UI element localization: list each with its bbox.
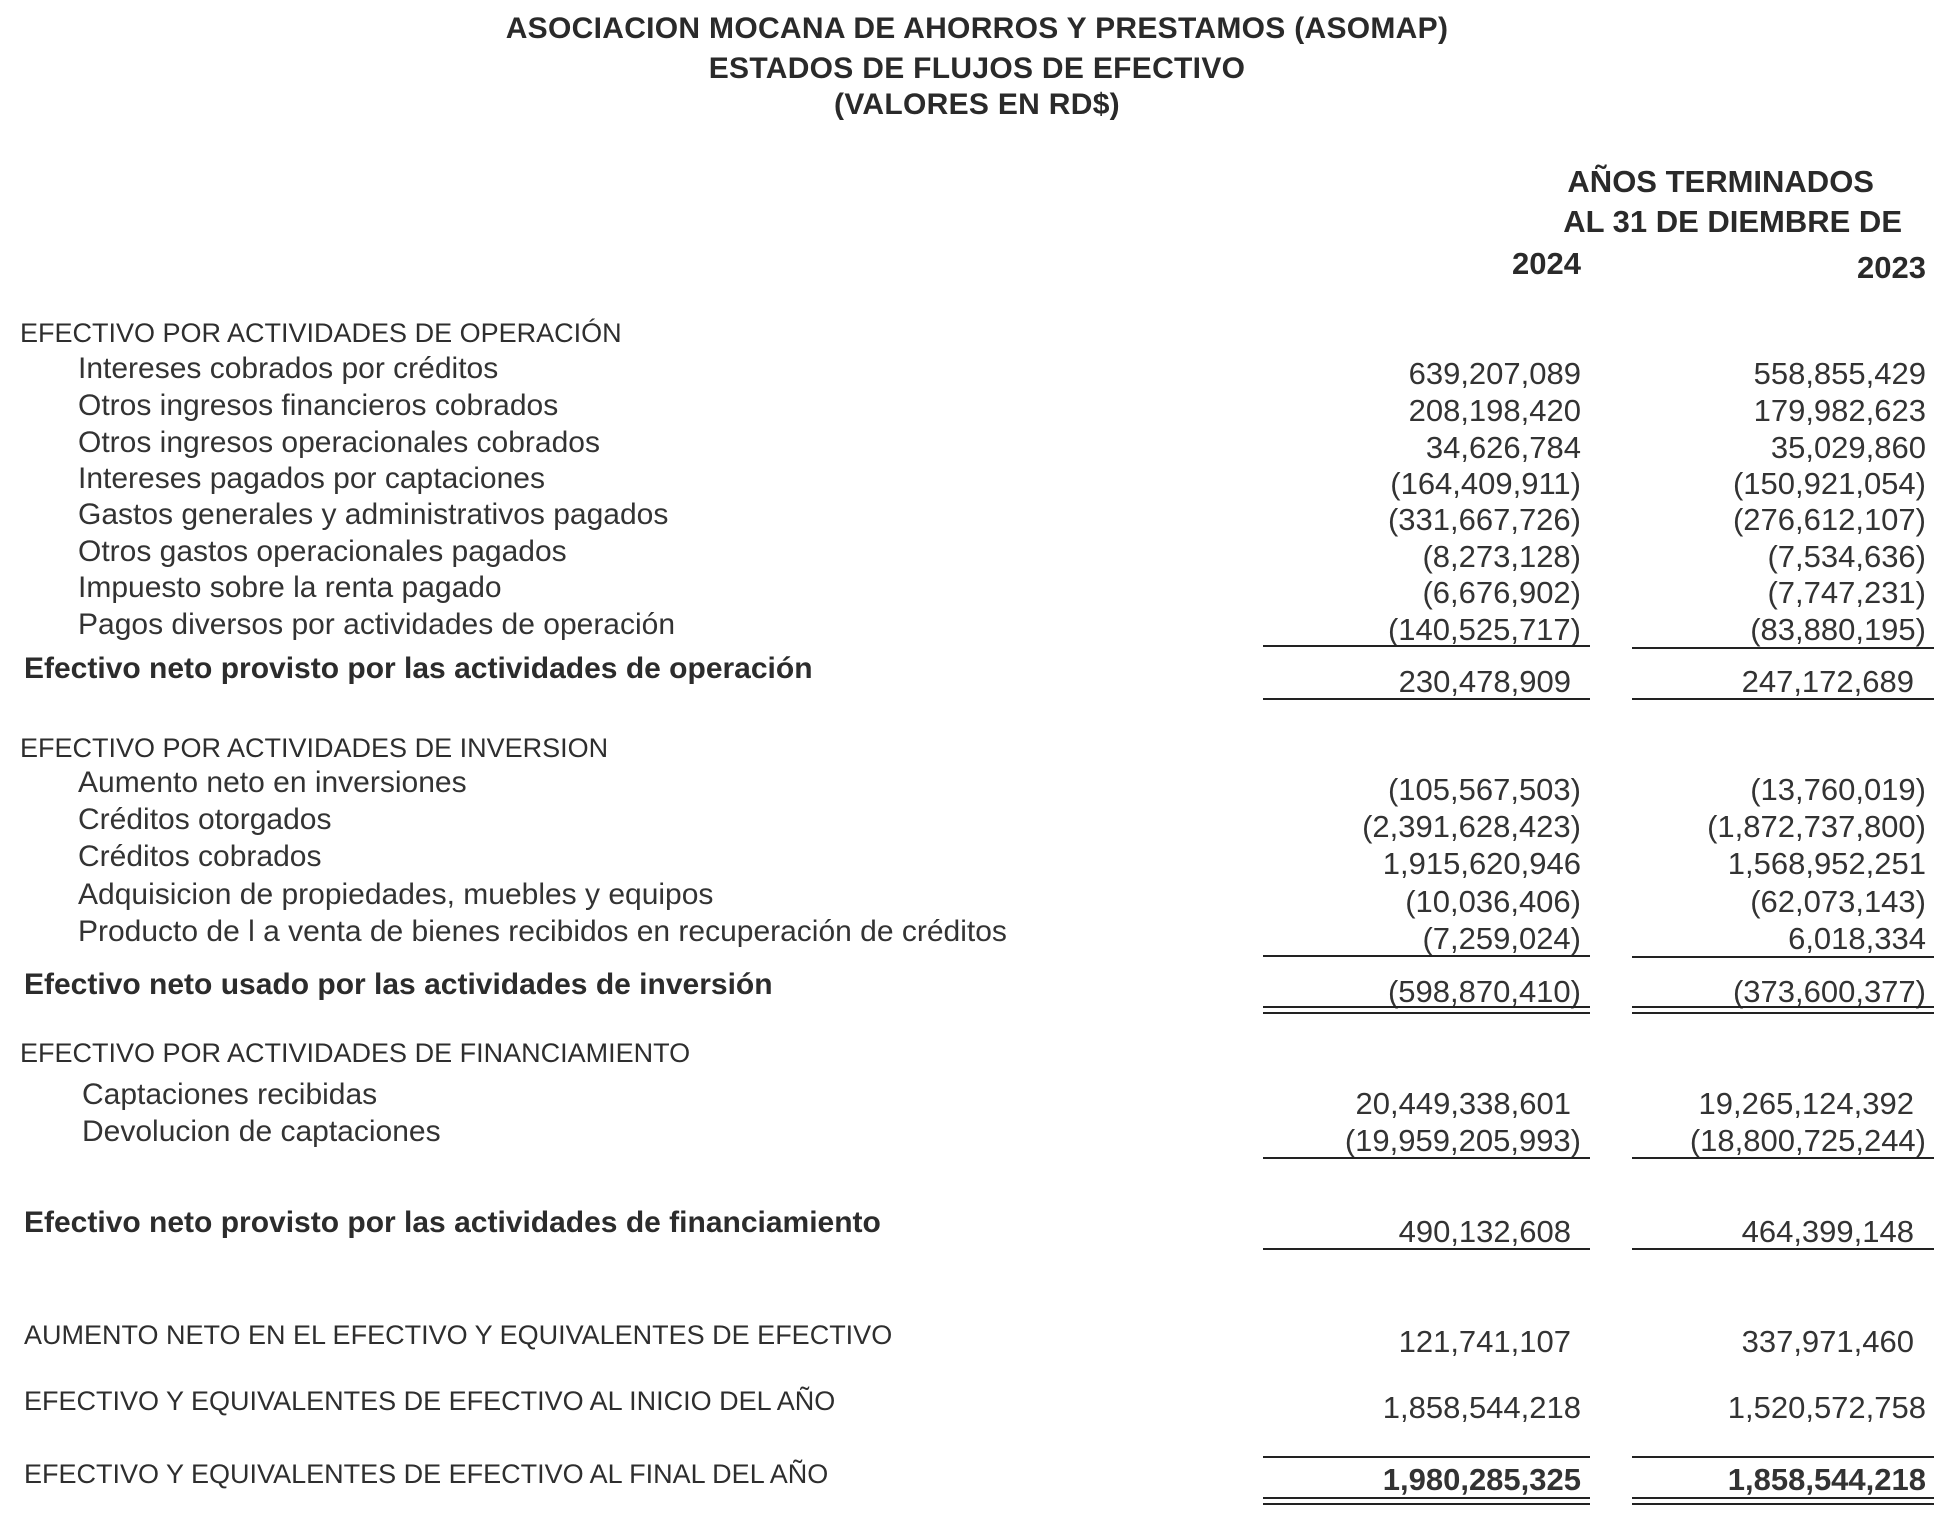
rule: [1263, 1157, 1590, 1159]
rule: [1632, 647, 1934, 649]
rule: [1632, 1012, 1934, 1014]
value-2023: (7,534,636): [1767, 539, 1926, 574]
value-2024: (164,409,911): [1390, 466, 1581, 501]
value-2023: (13,760,019): [1750, 772, 1926, 807]
rule: [1263, 1497, 1590, 1499]
value-2024: 1,915,620,946: [1382, 846, 1581, 881]
value-2024: (331,667,726): [1387, 502, 1581, 537]
report-subtitle: ESTADOS DE FLUJOS DE EFECTIVO: [708, 52, 1246, 85]
row-label: Otros gastos operacionales pagados: [78, 535, 567, 568]
value-2023: 179,982,623: [1753, 393, 1926, 428]
report-currency-note: (VALORES EN RD$): [834, 88, 1120, 121]
section-heading-financiamiento: EFECTIVO POR ACTIVIDADES DE FINANCIAMIENTO: [20, 1038, 691, 1068]
value-2023: 19,265,124,392: [1698, 1086, 1914, 1121]
subtotal-label-operacion: Efectivo neto provisto por las actividades de operación: [24, 652, 813, 685]
rule: [1632, 1456, 1934, 1458]
row-label: Gastos generales y administrativos pagados: [78, 498, 669, 531]
section-heading-inversion: EFECTIVO POR ACTIVIDADES DE INVERSION: [20, 733, 609, 763]
subtotal-2024-financiamiento: 490,132,608: [1398, 1214, 1571, 1249]
rule: [1632, 1157, 1934, 1159]
rule: [1632, 1006, 1934, 1008]
inicio-ano-label: EFECTIVO Y EQUIVALENTES DE EFECTIVO AL INICIO DEL AÑO: [24, 1386, 836, 1416]
value-2023: 6,018,334: [1788, 921, 1926, 956]
value-2023: (18,800,725,244): [1689, 1123, 1926, 1158]
row-label: Producto de l a venta de bienes recibidos en recuperación de créditos: [78, 915, 1007, 948]
row-label: Intereses pagados por captaciones: [78, 462, 545, 495]
row-label: Aumento neto en inversiones: [78, 766, 467, 799]
rule: [1263, 645, 1590, 647]
value-2023: (7,747,231): [1767, 575, 1926, 610]
row-label: Captaciones recibidas: [82, 1078, 378, 1111]
value-2024: (2,391,628,423): [1362, 809, 1581, 844]
row-label: Intereses cobrados por créditos: [78, 352, 499, 385]
subtotal-label-inversion: Efectivo neto usado por las actividades de inversión: [24, 968, 773, 1001]
value-2024: (19,959,205,993): [1344, 1123, 1581, 1158]
row-label: Otros ingresos financieros cobrados: [78, 389, 559, 422]
rule: [1632, 698, 1934, 700]
rule: [1632, 956, 1934, 958]
subtotal-label-financiamiento: Efectivo neto provisto por las actividades de financiamiento: [24, 1206, 881, 1239]
row-label: Pagos diversos por actividades de operación: [78, 608, 676, 641]
aumento-neto-label: AUMENTO NETO EN EL EFECTIVO Y EQUIVALENTES DE EFECTIVO: [24, 1320, 893, 1350]
value-2023: 35,029,860: [1770, 430, 1926, 465]
value-2024: 34,626,784: [1425, 430, 1581, 465]
value-2024: 208,198,420: [1408, 393, 1581, 428]
report-title: ASOCIACION MOCANA DE AHORROS Y PRESTAMOS (ASOMAP): [505, 12, 1449, 45]
column-year-2023: 2023: [1857, 250, 1926, 285]
period-header-line2: AL 31 DE DIEMBRE DE: [1563, 204, 1902, 239]
rule: [1632, 1497, 1934, 1499]
value-2024: (10,036,406): [1405, 884, 1581, 919]
value-2024: (7,259,024): [1422, 921, 1581, 956]
subtotal-2023-financiamiento: 464,399,148: [1741, 1214, 1914, 1249]
section-heading-operacion: EFECTIVO POR ACTIVIDADES DE OPERACIÓN: [20, 318, 622, 348]
final-ano-2024: 1,980,285,325: [1382, 1462, 1581, 1497]
final-ano-2023: 1,858,544,218: [1727, 1462, 1926, 1497]
rule: [1263, 1006, 1590, 1008]
value-2023: (62,073,143): [1750, 884, 1926, 919]
rule: [1263, 955, 1590, 957]
value-2023: (83,880,195): [1750, 612, 1926, 647]
row-label: Otros ingresos operacionales cobrados: [78, 426, 600, 459]
subtotal-2024-operacion: 230,478,909: [1398, 664, 1571, 699]
subtotal-2023-operacion: 247,172,689: [1741, 664, 1914, 699]
subtotal-2023-inversion: (373,600,377): [1732, 974, 1926, 1009]
row-label: Devolucion de captaciones: [82, 1115, 441, 1148]
value-2023: (1,872,737,800): [1707, 809, 1926, 844]
value-2024: (6,676,902): [1422, 575, 1581, 610]
rule: [1263, 1012, 1590, 1014]
value-2024: (8,273,128): [1422, 539, 1581, 574]
value-2024: (105,567,503): [1387, 772, 1581, 807]
final-ano-label: EFECTIVO Y EQUIVALENTES DE EFECTIVO AL FINAL DEL AÑO: [24, 1459, 829, 1489]
inicio-ano-2024: 1,858,544,218: [1382, 1390, 1581, 1425]
column-year-2024: 2024: [1512, 246, 1581, 281]
value-2024: 20,449,338,601: [1355, 1086, 1571, 1121]
rule: [1263, 1456, 1590, 1458]
rule: [1263, 1248, 1590, 1250]
row-label: Créditos otorgados: [78, 803, 332, 836]
inicio-ano-2023: 1,520,572,758: [1727, 1390, 1926, 1425]
value-2024: (140,525,717): [1387, 612, 1581, 647]
subtotal-2024-inversion: (598,870,410): [1387, 974, 1581, 1009]
row-label: Adquisicion de propiedades, muebles y equipos: [78, 878, 714, 911]
value-2023: (150,921,054): [1732, 466, 1926, 501]
rule: [1263, 698, 1590, 700]
row-label: Impuesto sobre la renta pagado: [78, 571, 502, 604]
row-label: Créditos cobrados: [78, 840, 322, 873]
aumento-neto-2024: 121,741,107: [1398, 1324, 1571, 1359]
rule: [1263, 1503, 1590, 1505]
aumento-neto-2023: 337,971,460: [1741, 1324, 1914, 1359]
value-2023: 558,855,429: [1753, 356, 1926, 391]
value-2023: 1,568,952,251: [1727, 846, 1926, 881]
rule: [1632, 1248, 1934, 1250]
period-header-line1: AÑOS TERMINADOS: [1567, 164, 1874, 199]
value-2023: (276,612,107): [1732, 502, 1926, 537]
rule: [1632, 1503, 1934, 1505]
value-2024: 639,207,089: [1408, 356, 1581, 391]
